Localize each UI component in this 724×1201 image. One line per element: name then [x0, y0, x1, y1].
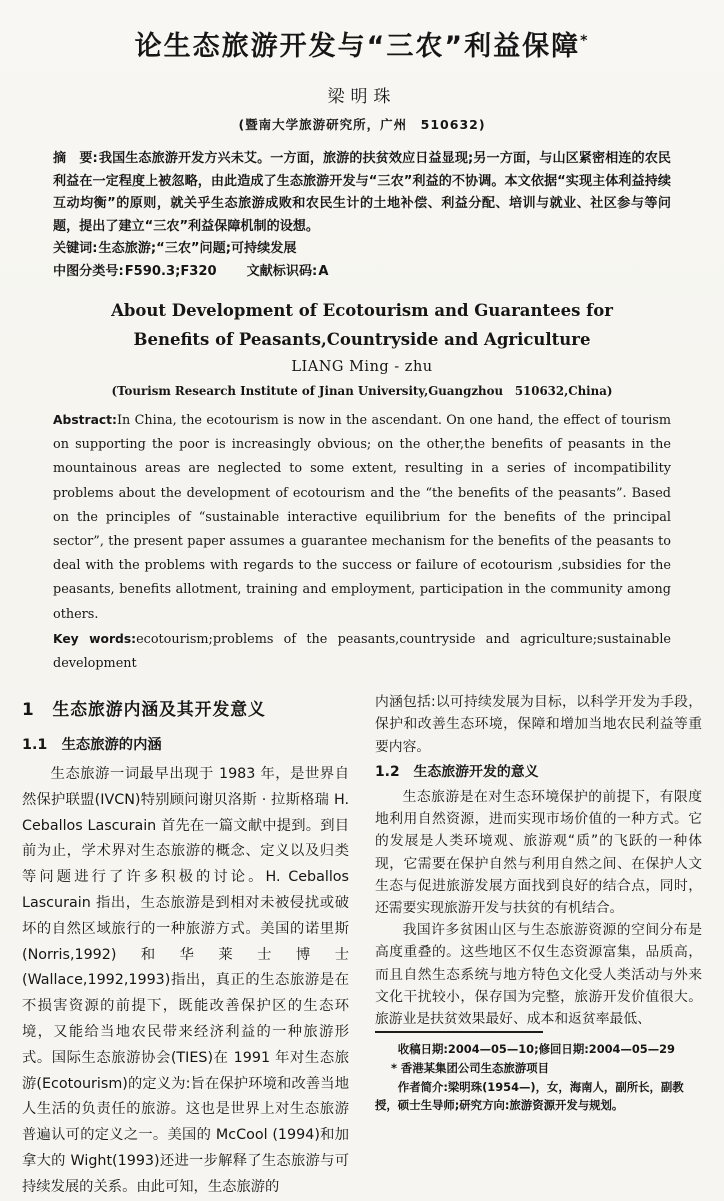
- keywords-text: 生态旅游;“三农”问题;可持续发展: [98, 241, 297, 256]
- two-column-body: [22, 691, 702, 1195]
- english-header: [22, 296, 702, 399]
- english-title-line2: Benefits of Peasants,Countryside and Agriculture: [133, 330, 591, 349]
- section-1-2-heading: 1.2 生态旅游开发的意义: [375, 763, 539, 780]
- footnote-divider: [375, 1031, 543, 1033]
- abstract-text: 我国生态旅游开发方兴未艾。一方面，旅游的扶贫效应日益显现;另一方面，与山区紧密相连的农民利益在一定程度上被忽略，由此造成了生态旅游开发与“三农”利益的不协调。本文依据“实现主体利益持续互动均衡”的原则，就关乎生态旅游成败和农民生计的土地补偿、利益分配、培训与就业、社区参与等问题，提出了建立“三农”利益保障机制的设想。: [53, 151, 671, 234]
- english-title-line1: About Development of Ecotourism and Guarantees for: [111, 301, 613, 320]
- clc-value: F590.3;F320: [124, 263, 217, 279]
- english-abstract-paragraph: [53, 408, 671, 627]
- english-abstract-block: [53, 408, 671, 676]
- body-paragraph: 生态旅游一词最早出现于 1983 年，是世界自然保护联盟(IVCN)特别顾问谢贝洛斯 · 拉斯格瑞 H. Ceballos Lascurain 首先在一篇文献中提到。到目前为止，学术界对生态旅游的概念、定义以及归类等问题进行了许多积极的讨论。H. Ceballos Lascurain 指出，生态旅游是到相对未被侵扰或破坏的自然区域旅行的一种旅游方式。美国的诺里斯(Norris,1992)和华莱士博士(Wallace,1992,1993)指出，真正的生态旅游是在不损害资源的前提下，既能改善保护区的生态环境，又能给当地农民带来经济利益的一种旅游形式。国际生态旅游协会(TIES)在 1991 年对生态旅游(Ecotourism)的定义为:旨在保护环境和改善当地人生活的负责任的旅游。这也是世界上对生态旅游普遍认可的定义之一。美国的 McCool (1994)和加拿大的 Wight(1993)还进一步解释了生态旅游与可持续发展的关系。由此可知，生态旅游的: [22, 766, 349, 1195]
- paper-title-text: 论生态旅游开发与“三农”利益保障: [134, 31, 581, 62]
- body-paragraph: 内涵包括:以可持续发展为目标，以科学开发为手段，保护和改善生态环境，保障和增加当地农民利益等重要内容。: [375, 694, 702, 755]
- author-affiliation: (暨南大学旅游研究所，广州 510632): [238, 117, 486, 132]
- left-column: [22, 691, 349, 1195]
- title-footnote-mark: *: [580, 33, 590, 49]
- clc-label: 中图分类号:: [53, 263, 124, 279]
- received-dates-line: 收稿日期:2004—05—10;修回日期:2004—05—29: [397, 1042, 675, 1057]
- body-paragraph: 我国许多贫困山区与生态旅游资源的空间分布是高度重叠的。这些地区不仅生态资源富集，品质高，而且自然生态系统与地方特色文化受人类活动与外来文化干扰较小，保存国为完整，旅游开发价值很大。旅游业是扶贫效果最好、成本和返贫率最低、: [375, 922, 702, 1028]
- english-author: LIANG Ming - zhu: [291, 359, 433, 375]
- chinese-abstract-block: [53, 148, 671, 283]
- abstract-paragraph: [53, 148, 671, 238]
- english-keywords-label: Key words:: [53, 631, 137, 646]
- abstract-label: 摘 要:: [53, 151, 98, 166]
- footnote-block: [375, 1031, 702, 1119]
- english-keywords-text: ecotourism;problems of the peasants,countryside and agriculture;sustainable development: [53, 631, 671, 672]
- english-title: [22, 296, 702, 354]
- english-abstract-text: In China, the ecotourism is now in the ascendant. On one hand, the effect of tourism on supporting the poor is increasingly obvious; on the other,the benefits of peasants in the mountainous areas are neglected to some extent, resulting in a series of incompatibility problems about the development of ecotourism and the “the benefits of the peasants”. Based on the principles of “sustainable interactive equilibrium for the benefits of the principal sector”, the present paper assumes a guarantee mechanism for the benefits of the peasants to deal with the problems with regards to the success or failure of ecotourism ,subsidies for the peasants, benefits allotment, training and employment, participation in the community among others.: [53, 413, 671, 622]
- doc-code-value: A: [318, 263, 329, 279]
- left-column-content: [22, 691, 349, 1200]
- body-paragraph: 生态旅游是在对生态环境保护的前提下，有限度地利用自然资源，进而实现市场价值的一种方式。它的发展是人类环境观、旅游观“质”的飞跃的一种体现，它需要在保护自然与利用自然之间、在保护人文生态与促进旅游发展方面找到良好的结合点，同时，还需要实现旅游开发与扶贫的有机结合。: [375, 789, 702, 917]
- author-name: 梁明珠: [327, 87, 397, 107]
- section-1-heading: 1 生态旅游内涵及其开发意义: [22, 699, 266, 720]
- english-abstract-label: Abstract:: [53, 413, 117, 427]
- author-bio-line: 作者简介:梁明珠(1954—)，女，海南人，副所长，副教授，硕士生导师;研究方向:旅游资源开发与规划。: [375, 1079, 684, 1113]
- right-column: [375, 691, 702, 1119]
- paper-title: [22, 24, 702, 64]
- clc-line: [53, 261, 671, 284]
- doc-code-label: 文献标识码:: [246, 263, 318, 279]
- project-footnote-line: * 香港某集团公司生态旅游项目: [390, 1060, 549, 1075]
- section-1-1-heading: 1.1 生态旅游的内涵: [22, 737, 162, 754]
- english-affiliation: (Tourism Research Institute of Jinan University,Guangzhou 510632,China): [111, 384, 613, 398]
- english-keywords-line: [53, 627, 671, 676]
- keywords-label: 关键词:: [53, 241, 98, 256]
- right-column-content: [375, 691, 702, 1030]
- keywords-line: [53, 238, 671, 261]
